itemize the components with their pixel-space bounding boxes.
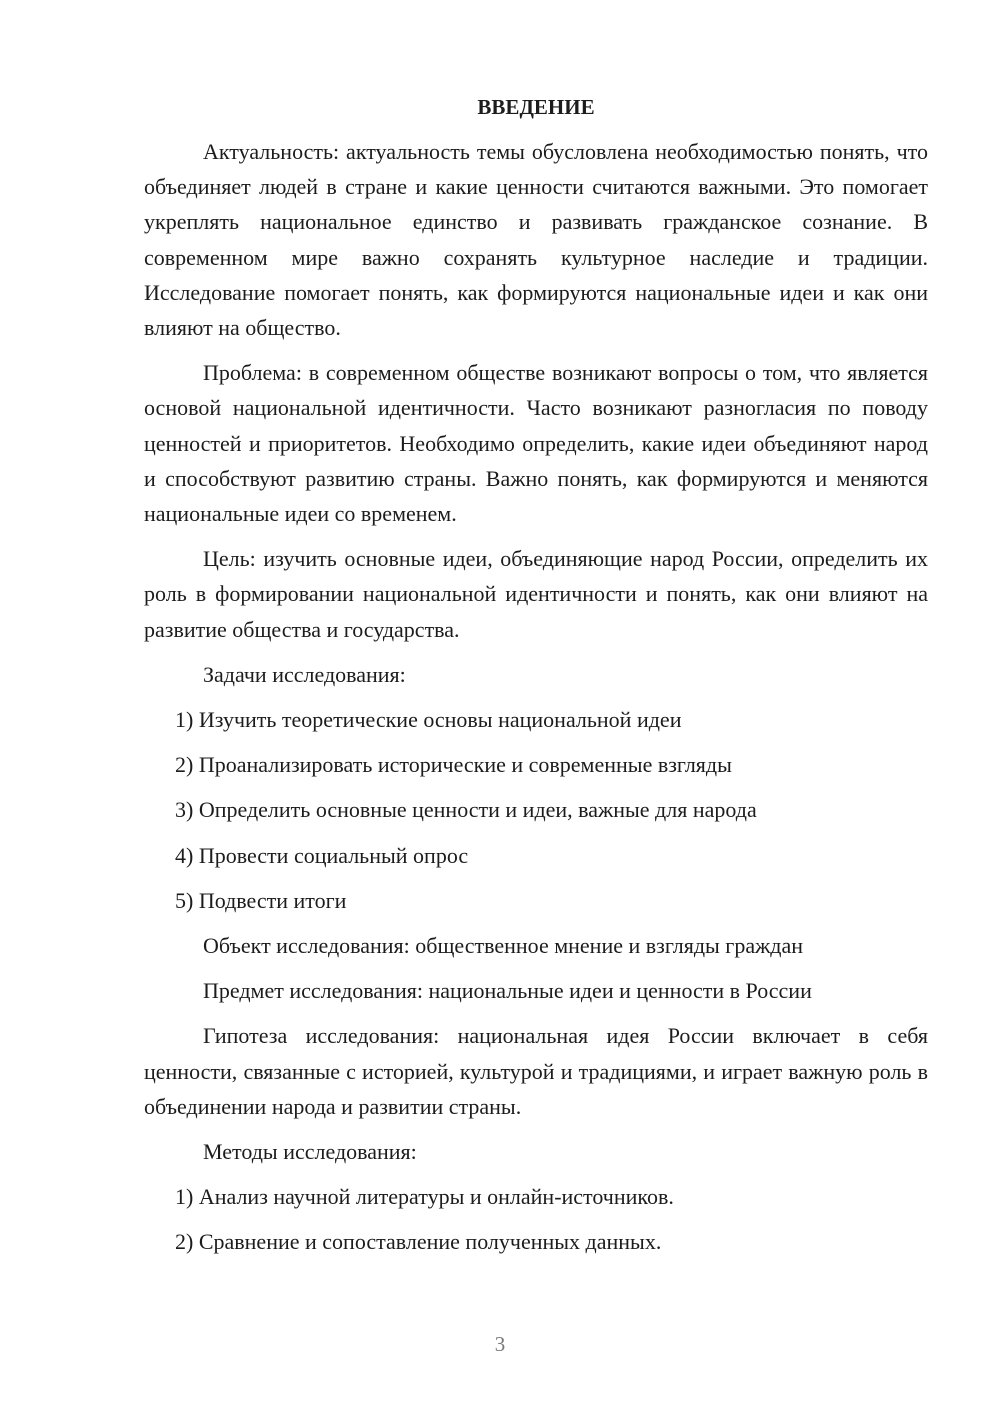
list-item: 1) Анализ научной литературы и онлайн-источников.	[175, 1184, 674, 1210]
list-item: 1) Изучить теоретические основы национальной идеи	[175, 707, 682, 733]
relevance-paragraph: Актуальность: актуальность темы обусловлена необходимостью понять, что объединяет людей в стране и какие ценности считаются важными. Это помогает укреплять национальное единство и развивать гражданское сознание. В современном мире важно сохранять культурное наследие и традиции. Исследование помогает понять, как формируются национальные идеи и как они влияют на общество.	[144, 139, 928, 341]
section-heading: ВВЕДЕНИЕ	[477, 95, 595, 119]
list-item: 2) Проанализировать исторические и современные взгляды	[175, 752, 732, 778]
page-content	[144, 92, 928, 1270]
list-item: 4) Провести социальный опрос	[175, 842, 469, 868]
subject-line: Предмет исследования: национальные идеи и ценности в России	[203, 978, 812, 1004]
tasks-list	[144, 702, 928, 918]
page-number: 3	[494, 1332, 506, 1356]
list-item: 3) Определить основные ценности и идеи, важные для народа	[175, 797, 757, 823]
methods-list	[144, 1179, 928, 1259]
list-item: 2) Сравнение и сопоставление полученных данных.	[175, 1229, 662, 1255]
problem-paragraph: Проблема: в современном обществе возникают вопросы о том, что является основой национальной идентичности. Часто возникают разногласия по поводу ценностей и приоритетов. Необходимо определить, какие идеи объединяют народ и способствуют развитию страны. Важно понять, как формируются и меняются национальные идеи со временем.	[144, 360, 928, 527]
methods-title: Методы исследования:	[203, 1139, 417, 1165]
tasks-title: Задачи исследования:	[203, 661, 406, 687]
list-item: 5) Подвести итоги	[175, 887, 347, 913]
object-line: Объект исследования: общественное мнение и взгляды граждан	[203, 933, 804, 959]
hypothesis-paragraph: Гипотеза исследования: национальная идея России включает в себя ценности, связанные с историей, культурой и традициями, и играет важную роль в объединении народа и развитии страны.	[144, 1023, 928, 1119]
goal-paragraph: Цель: изучить основные идеи, объединяющие народ России, определить их роль в формировании национальной идентичности и понять, как они влияют на развитие общества и государства.	[144, 546, 928, 642]
